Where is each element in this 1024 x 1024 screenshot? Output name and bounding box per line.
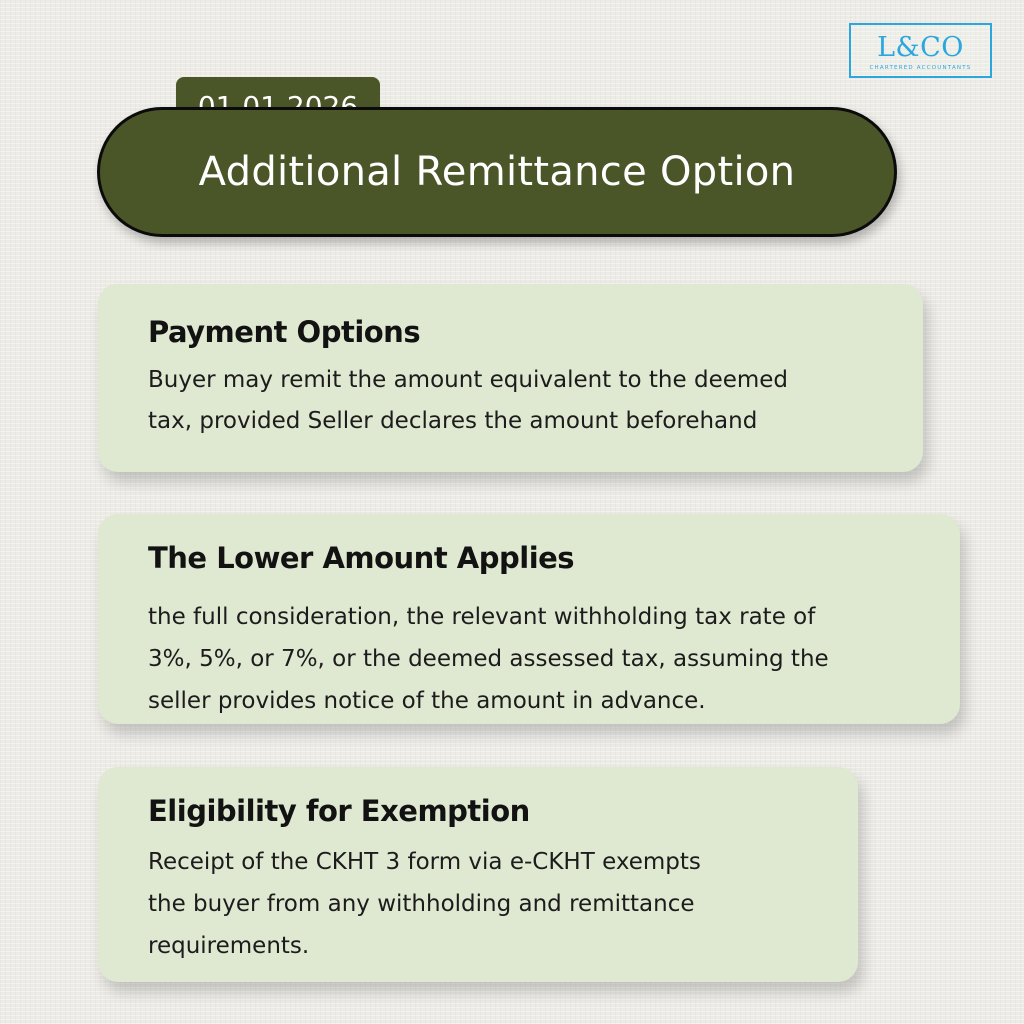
card-body-line: the full consideration, the relevant withholding tax rate of <box>148 604 816 630</box>
title-banner <box>97 107 897 237</box>
card-payment-options <box>98 284 923 472</box>
card-body <box>148 360 903 442</box>
card-body <box>148 596 940 722</box>
card-body-line: requirements. <box>148 933 310 959</box>
card-heading: The Lower Amount Applies <box>148 541 575 575</box>
logo-tagline: CHARTERED ACCOUNTANTS <box>869 65 972 71</box>
card-body <box>148 841 838 967</box>
card-lower-amount <box>98 514 960 724</box>
card-exemption <box>98 767 858 982</box>
card-body-line: 3%, 5%, or 7%, or the deemed assessed tax, assuming the <box>148 646 829 672</box>
card-heading: Eligibility for Exemption <box>148 794 530 828</box>
card-body-line: Buyer may remit the amount equivalent to the deemed <box>148 367 789 393</box>
card-body-line: Receipt of the CKHT 3 form via e-CKHT exempts <box>148 849 701 875</box>
card-heading: Payment Options <box>148 315 421 349</box>
logo-wordmark: L&CO <box>877 32 964 63</box>
card-body-line: seller provides notice of the amount in advance. <box>148 688 706 714</box>
card-body-line: tax, provided Seller declares the amount beforehand <box>148 408 758 434</box>
page-title: Additional Remittance Option <box>198 149 796 195</box>
company-logo <box>849 23 992 78</box>
card-body-line: the buyer from any withholding and remittance <box>148 891 695 917</box>
